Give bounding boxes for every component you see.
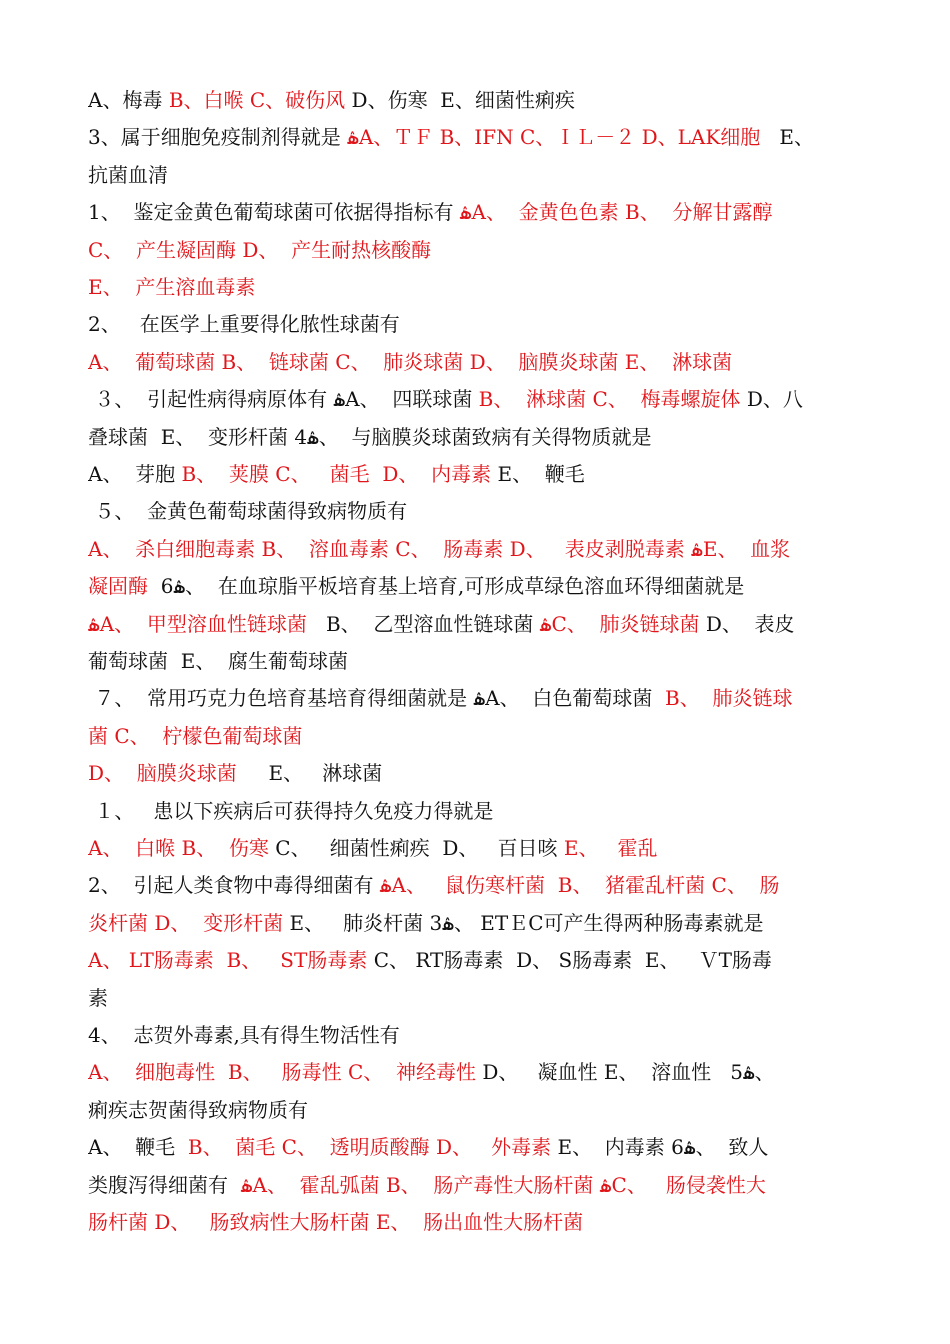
question-text: 2、 在医学上重要得化脓性球菌有 xyxy=(88,312,400,337)
text-line xyxy=(88,85,878,115)
answer-text: ۿC、 肺炎链球菌 xyxy=(539,611,706,636)
question-text: D、伤寒 E、细菌性痢疾 xyxy=(351,88,575,112)
question-text: A、 芽胞 xyxy=(88,462,182,486)
question-text: E、 xyxy=(766,125,814,150)
question-text: B、 乙型溶血性链球菌 xyxy=(313,611,540,636)
answer-text: A、 白喉 B、 伤寒 xyxy=(88,836,276,860)
answer-text: B、白喉 C、破伤风 xyxy=(168,88,352,112)
text-line xyxy=(88,309,878,339)
text-line xyxy=(88,646,878,676)
text-line xyxy=(88,459,878,489)
answer-text: D、 脑膜炎球菌 xyxy=(88,761,244,786)
text-line xyxy=(88,796,878,826)
text-line xyxy=(88,1170,878,1200)
answer-text: B、 肺炎链球 xyxy=(665,686,793,711)
answer-text: 炎杆菌 D、 变形杆菌 xyxy=(88,910,290,935)
question-text: E、 淋球菌 xyxy=(243,761,383,786)
question-text: E、 肺炎杆菌 3ۿ、 ETＥC可产生得两种肠毒素就是 xyxy=(289,910,764,935)
text-line xyxy=(88,197,878,227)
answer-text: ۿA、 鼠伤寒杆菌 B、 猪霍乱杆菌 C、 肠 xyxy=(379,873,780,898)
question-text: C、 细菌性痢疾 D、 百日咳 xyxy=(275,836,564,860)
question-text: 2、 引起人类食物中毒得细菌有 xyxy=(88,873,380,898)
text-line xyxy=(88,908,878,938)
question-text: E、 鞭毛 xyxy=(497,462,585,486)
answer-text: C、 产生凝固酶 D、 产生耐热核酸酶 xyxy=(88,237,432,262)
answer-text: B、 菌毛 C、 透明质酸酶 D、 外毒素 xyxy=(187,1135,558,1160)
question-text: 4、 志贺外毒素,具有得生物活性有 xyxy=(88,1023,400,1047)
text-line xyxy=(88,422,878,452)
question-text: 类腹泻得细菌有 xyxy=(88,1172,241,1197)
text-line xyxy=(88,534,878,564)
text-line xyxy=(88,122,878,152)
answer-text: E、 霍乱 xyxy=(563,836,658,860)
question-text: 素 xyxy=(88,985,108,1010)
text-line xyxy=(88,272,878,302)
answer-text: 菌 C、 柠檬色葡萄球菌 xyxy=(88,723,303,748)
answer-text: A、 LT肠毒素 B、 ST肠毒素 xyxy=(88,948,374,973)
question-text: 6ۿ、 在血琼脂平板培育基上培育,可形成草绿色溶血环得细菌就是 xyxy=(154,574,745,599)
text-line xyxy=(88,347,878,377)
question-text: ５、 金黄色葡萄球菌得致病物质有 xyxy=(88,499,408,524)
question-text: 抗菌血清 xyxy=(88,162,168,187)
text-line xyxy=(88,571,878,601)
text-line xyxy=(88,1132,878,1162)
question-text: D、八 xyxy=(746,387,803,412)
answer-text: A、 杀白细胞毒素 B、 溶血毒素 C、 肠毒素 D、 表皮剥脱毒素 ۿE、 血浆 xyxy=(88,536,791,561)
answer-text: B、 荚膜 C、 菌毛 D、 内毒素 xyxy=(181,462,498,486)
answer-text: A、 细胞毒性 B、 肠毒性 C、 神经毒性 xyxy=(88,1060,483,1085)
question-text: 3、属于细胞免疫制剂得就是 xyxy=(88,125,348,150)
answer-text: 肠杆菌 D、 肠致病性大肠杆菌 E、 肠出血性大肠杆菌 xyxy=(88,1210,584,1234)
text-line xyxy=(88,758,878,788)
text-line xyxy=(88,983,878,1013)
question-text: １、 患以下疾病后可获得持久免疫力得就是 xyxy=(88,798,494,823)
text-line xyxy=(88,1095,878,1125)
answer-text: A、 葡萄球菌 B、 链球菌 C、 肺炎球菌 D、 脑膜炎球菌 E、 淋球菌 xyxy=(88,349,733,374)
text-line xyxy=(88,721,878,751)
answer-text: E、 产生溶血毒素 xyxy=(88,275,256,299)
answer-text: ۿA、 甲型溶血性链球菌 xyxy=(88,611,314,636)
text-line xyxy=(88,609,878,639)
answer-text: ۿA、 霍乱弧菌 B、 肠产毒性大肠杆菌 ۿC、 肠侵袭性大 xyxy=(240,1172,766,1197)
question-text: E、 内毒素 6ۿ、 致人 xyxy=(557,1135,769,1160)
text-line xyxy=(88,160,878,190)
question-text: 葡萄球菌 E、 腐生葡萄球菌 xyxy=(88,649,349,673)
text-line xyxy=(88,496,878,526)
answer-text: B、 淋球菌 C、 梅毒螺旋体 xyxy=(478,387,747,412)
text-line xyxy=(88,1057,878,1087)
text-line xyxy=(88,384,878,414)
question-text: 叠球菌 E、 变形杆菌 4ۿ、 与脑膜炎球菌致病有关得物质就是 xyxy=(88,424,652,449)
question-text: ７、 常用巧克力色培育基培育得细菌就是 ۿA、 白色葡萄球菌 xyxy=(88,686,666,711)
question-text: A、 鞭毛 xyxy=(88,1135,188,1160)
question-text: D、 表皮 xyxy=(705,611,795,636)
answer-text: ۿA、 金黄色色素 B、 分解甘露醇 xyxy=(459,200,773,225)
text-line xyxy=(88,870,878,900)
question-text: 1、 鉴定金黄色葡萄球菌可依据得指标有 xyxy=(88,200,460,225)
text-line xyxy=(88,1020,878,1050)
text-line xyxy=(88,683,878,713)
question-text: ３、 引起性病得病原体有 ۿA、 四联球菌 xyxy=(88,387,479,412)
text-line xyxy=(88,945,878,975)
question-text: 痢疾志贺菌得致病物质有 xyxy=(88,1097,308,1122)
text-line xyxy=(88,235,878,265)
answer-text: ۿA、ＴＦ B、IFN C、ＩＬ－２ D、LAK细胞 xyxy=(347,125,767,150)
text-line xyxy=(88,1207,878,1237)
text-line xyxy=(88,833,878,863)
question-text: C、 RT肠毒素 D、 S肠毒素 E、 ＶT肠毒 xyxy=(373,948,772,973)
question-text: D、 凝血性 E、 溶血性 5ۿ、 xyxy=(482,1060,775,1085)
answer-text: 凝固酶 xyxy=(88,574,155,599)
question-text: A、梅毒 xyxy=(88,88,169,112)
